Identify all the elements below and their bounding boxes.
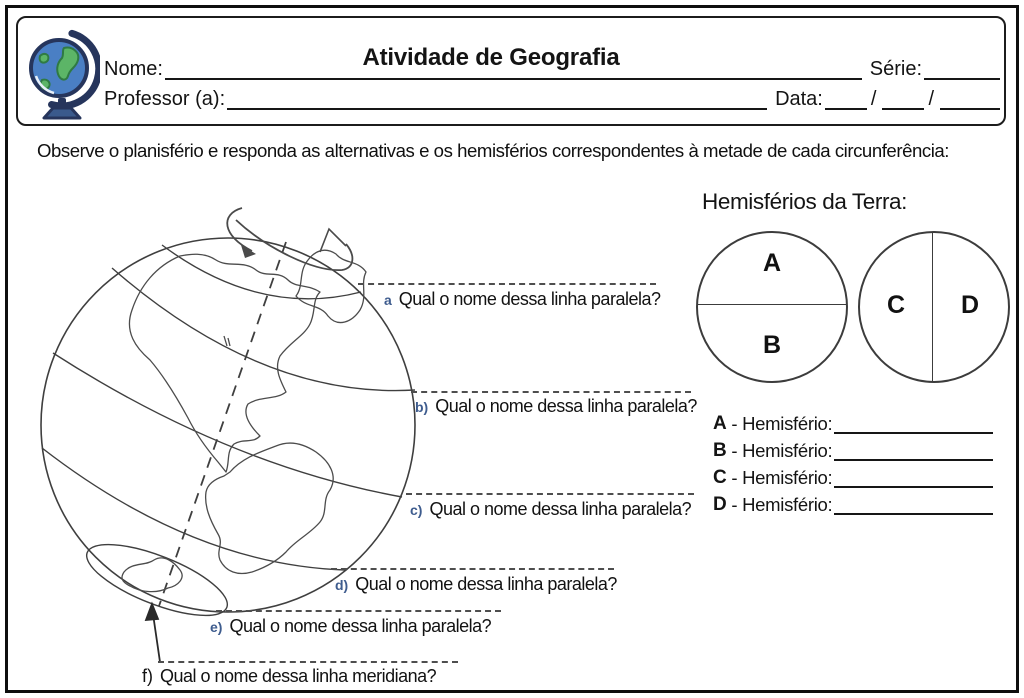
- answer-c-letter: C: [713, 467, 727, 488]
- hemisphere-answers: [713, 408, 993, 516]
- hemisphere-b-label: B: [762, 331, 782, 359]
- name-row: [104, 58, 1000, 81]
- leader-line-d: [331, 568, 614, 570]
- meridian-divider-line: [932, 232, 933, 382]
- globe-icon: [24, 26, 100, 122]
- question-d: [335, 574, 617, 595]
- leader-line-a: [358, 283, 656, 285]
- answer-c-blank-line[interactable]: [834, 468, 993, 488]
- question-f-letter: f): [142, 666, 153, 686]
- name-label: Nome:: [104, 58, 163, 80]
- leader-line-f: [158, 661, 458, 663]
- question-b-text: Qual o nome dessa linha paralela?: [435, 396, 697, 416]
- date-separator: /: [928, 88, 934, 110]
- serie-label: Série:: [869, 58, 922, 80]
- date-day-blank[interactable]: [825, 88, 867, 110]
- question-e-text: Qual o nome dessa linha paralela?: [229, 616, 492, 636]
- question-c-text: Qual o nome dessa linha paralela?: [429, 499, 692, 519]
- date-label: Data:: [775, 88, 823, 110]
- answer-a-label: - Hemisfério:: [731, 413, 833, 434]
- answer-b-label: - Hemisfério:: [731, 440, 833, 461]
- question-a-text: Qual o nome dessa linha paralela?: [398, 289, 661, 309]
- answer-row-d: [713, 489, 993, 516]
- question-b-letter: b): [415, 399, 429, 415]
- answer-c-label: - Hemisfério:: [731, 467, 833, 488]
- leader-line-b: [411, 391, 691, 393]
- answer-a-letter: A: [713, 413, 727, 434]
- hemisphere-circle-ab: [696, 231, 848, 383]
- professor-row: [104, 88, 1000, 111]
- instruction-text: Observe o planisfério e responda as alternativas e os hemisférios correspondentes à metade de cada circunferência:: [37, 140, 949, 161]
- answer-d-label: - Hemisfério:: [731, 494, 833, 515]
- answer-row-c: [713, 462, 993, 489]
- question-e-letter: e): [210, 619, 223, 635]
- question-e: [210, 616, 491, 637]
- question-d-letter: d): [335, 577, 349, 593]
- leader-line-e: [216, 610, 501, 612]
- date-year-blank[interactable]: [940, 88, 1000, 110]
- equator-divider-line: [697, 304, 847, 305]
- hemisphere-circle-cd: [858, 231, 1010, 383]
- question-a: [384, 289, 660, 310]
- answer-d-blank-line[interactable]: [834, 495, 993, 515]
- professor-blank-line[interactable]: [227, 88, 767, 110]
- hemisphere-c-label: C: [886, 291, 906, 319]
- answer-row-b: [713, 435, 993, 462]
- serie-blank-line[interactable]: [924, 58, 1000, 80]
- hemispheres-title: Hemisférios da Terra:: [702, 189, 908, 214]
- page-title: Atividade de Geografia: [362, 44, 620, 71]
- answer-a-blank-line[interactable]: [834, 414, 993, 434]
- answer-b-letter: B: [713, 440, 727, 461]
- question-d-text: Qual o nome dessa linha paralela?: [355, 574, 617, 594]
- question-f-text: Qual o nome dessa linha meridiana?: [160, 666, 437, 686]
- professor-label: Professor (a):: [104, 88, 226, 110]
- name-blank-line[interactable]: [165, 58, 862, 80]
- leader-line-c: [406, 493, 694, 495]
- date-separator: /: [870, 88, 877, 110]
- hemisphere-a-label: A: [762, 249, 782, 277]
- hemisphere-d-label: D: [960, 291, 980, 319]
- question-a-letter: a: [384, 292, 392, 308]
- question-c: [410, 499, 691, 520]
- answer-row-a: [713, 408, 993, 435]
- answer-b-blank-line[interactable]: [834, 441, 993, 461]
- question-c-letter: c): [410, 502, 423, 518]
- answer-d-letter: D: [713, 494, 727, 515]
- question-f: [142, 666, 436, 687]
- question-b: [415, 396, 697, 417]
- date-month-blank[interactable]: [882, 88, 924, 110]
